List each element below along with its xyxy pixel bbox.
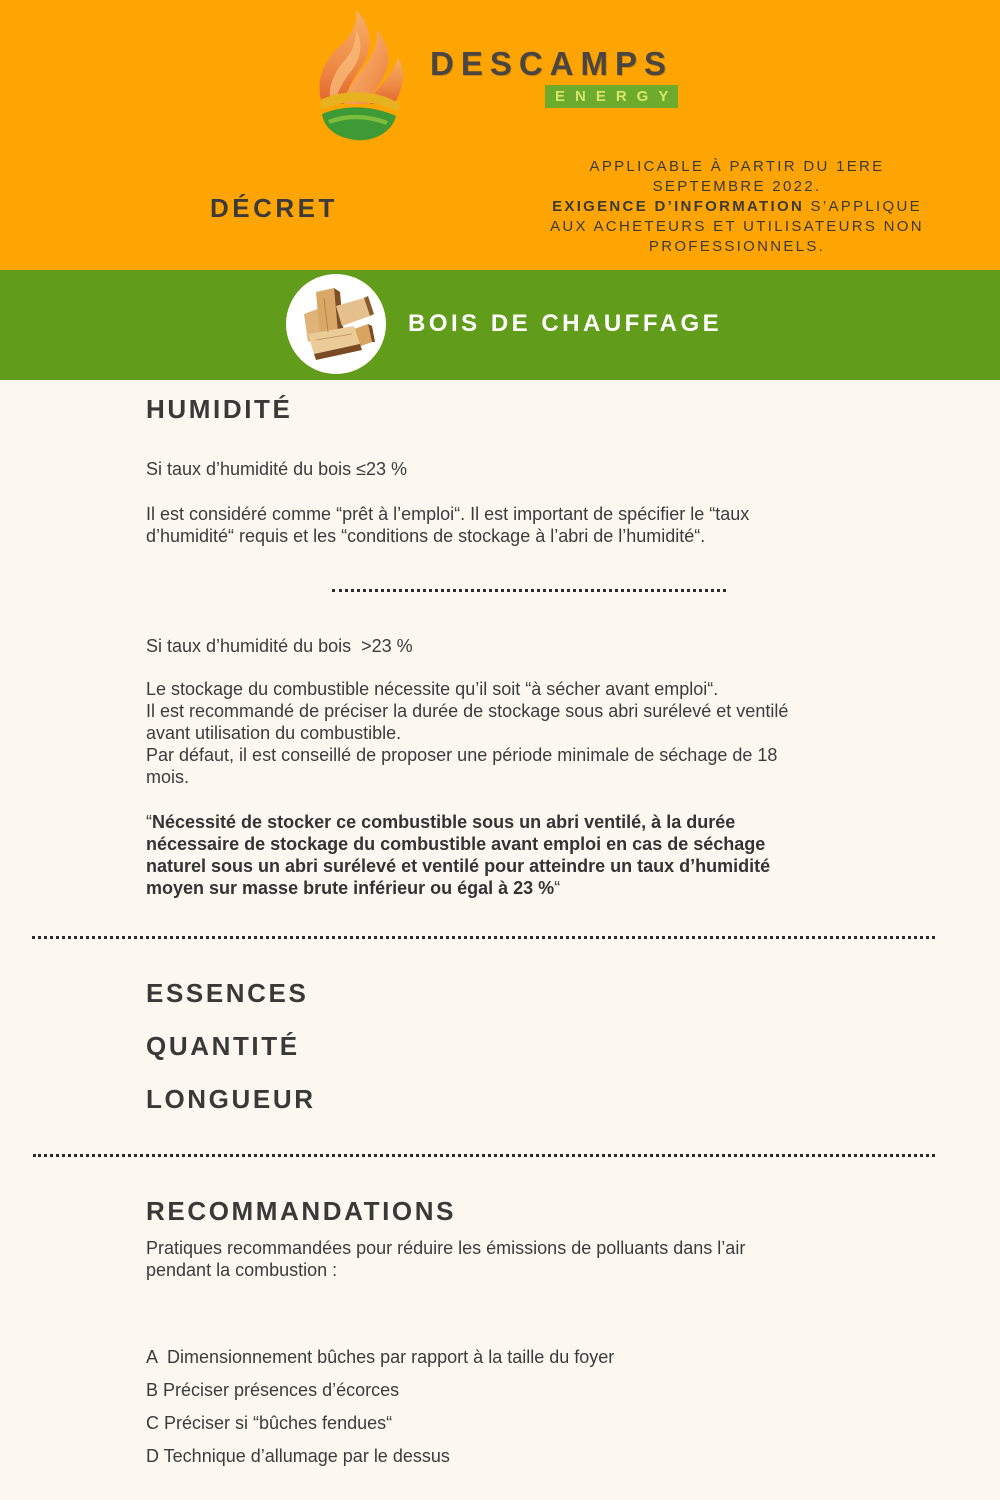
quote-open-mark: “ [146,812,152,832]
quote-line [146,877,770,899]
criteria-essences: ESSENCES [146,978,309,1008]
recommendation-item-d [146,1445,450,1467]
humidity-high-paragraph [146,678,788,788]
notice-line-3-bold: EXIGENCE D’INFORMATION [552,198,805,215]
applicability-notice [507,157,967,257]
recommendation-item-c [146,1412,392,1434]
humidity-low-paragraph [146,503,749,547]
dotted-divider [33,1154,935,1157]
paragraph-line: mois. [146,767,190,787]
notice-line-3 [507,197,967,217]
humidity-low-condition [146,458,407,480]
condition-text: Si taux d’humidité du bois ≤23 % [146,459,408,479]
notice-line-2: SEPTEMBRE 2022. [652,178,822,195]
condition-text: Si taux d’humidité du bois >23 % [146,636,413,656]
brand-tagline-badge: ENERGY [545,85,678,108]
humidity-heading: HUMIDITÉ [146,394,293,424]
humidity-high-condition [146,635,413,657]
list-item: C Préciser si “bûches fendues“ [146,1413,393,1433]
paragraph-line: pendant la combustion : [146,1260,338,1280]
dotted-divider [32,936,935,939]
brand-name: DESCAMPS [430,45,674,82]
list-item: A Dimensionnement bûches par rapport à la taille du foyer [146,1347,615,1367]
notice-line-1: APPLICABLE À PARTIR DU 1ERE [589,158,885,175]
paragraph-line: d’humidité“ requis et les “conditions de stockage à l’abri de l’humidité“. [146,526,706,546]
notice-line-3-rest: S’APPLIQUE [804,198,922,215]
decree-title: DÉCRET [210,193,338,223]
recommendations-heading: RECOMMANDATIONS [146,1196,457,1226]
criteria-quantite: QUANTITÉ [146,1031,300,1061]
notice-line-4: AUX ACHETEURS ET UTILISATEURS NON [550,218,924,235]
quote-line: naturel sous un abri surélevé et ventilé pour atteindre un taux d’humidité [146,856,771,876]
paragraph-line: Pratiques recommandées pour réduire les émissions de polluants dans l’air [146,1238,746,1258]
recommendation-item-a [146,1346,614,1368]
paragraph-line: Il est recommandé de préciser la durée de stockage sous abri surélevé et ventilé [146,701,789,721]
firewood-logs-svg [286,274,386,374]
banner-title: BOIS DE CHAUFFAGE [408,310,723,337]
notice-line-5: PROFESSIONNELS. [648,238,826,255]
quote-line: nécessaire de stockage du combustible avant emploi en cas de séchage [146,834,766,854]
flame-logo-icon [316,8,406,142]
paragraph-line: Il est considéré comme “prêt à l’emploi“. Il est important de spécifier le “taux [146,504,750,524]
criteria-longueur: LONGUEUR [146,1084,316,1114]
dotted-divider [332,589,726,592]
quote-text: moyen sur masse brute inférieur ou égal à 23 % [146,878,555,898]
recommendations-intro [146,1237,745,1281]
regulatory-quote [146,811,770,899]
paragraph-line: Par défaut, il est conseillé de proposer une période minimale de séchage de 18 [146,745,778,765]
quote-line [146,811,770,833]
list-item: D Technique d’allumage par le dessus [146,1446,450,1466]
paragraph-line: avant utilisation du combustible. [146,723,402,743]
paragraph-line: Le stockage du combustible nécessite qu’il soit “à sécher avant emploi“. [146,679,719,699]
firewood-logs-icon [286,274,386,374]
quote-text: Nécessité de stocker ce combustible sous un abri ventilé, à la durée [152,812,736,832]
list-item: B Préciser présences d’écorces [146,1380,400,1400]
recommendation-item-b [146,1379,399,1401]
quote-close-mark: “ [554,878,561,898]
flame-logo-svg [316,8,406,142]
